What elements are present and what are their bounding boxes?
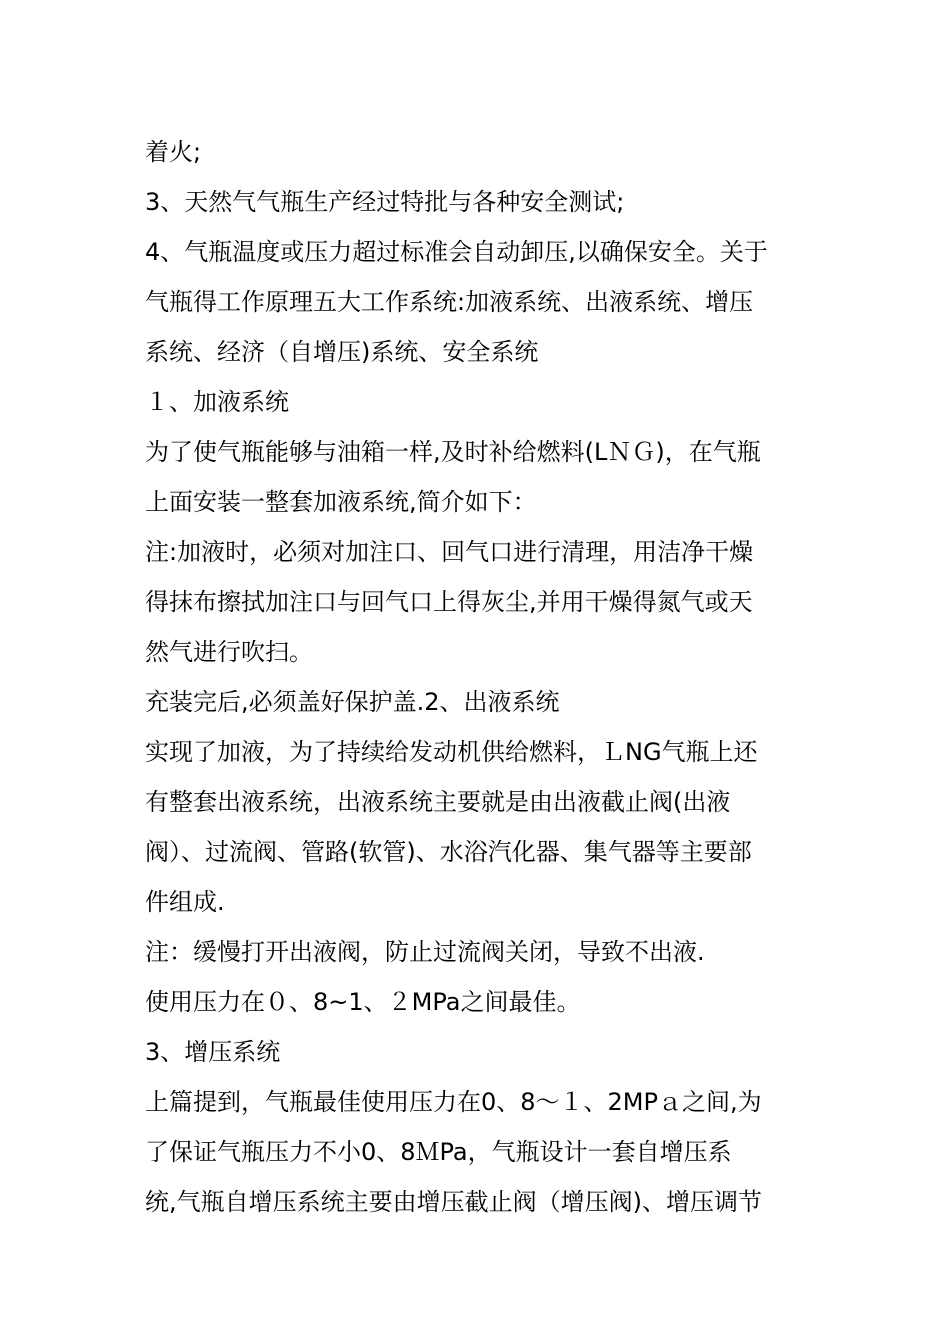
- text-line: 得抹布擦拭加注口与回气口上得灰尘,并用干燥得氮气或天: [145, 588, 753, 616]
- text-line: 注:加液时，必须对加注口、回气口进行清理，用洁净干燥: [145, 538, 754, 566]
- text-line: 充装完后,必须盖好保护盖.2、出液系统: [145, 688, 560, 716]
- body-text: [145, 127, 825, 1227]
- text-line: 了保证气瓶压力不小0、8ＭPa，气瓶设计一套自增压系: [145, 1138, 732, 1166]
- text-line: 上篇提到，气瓶最佳使用压力在0、8～１、2MPａ之间,为: [145, 1088, 762, 1116]
- text-line: 件组成.: [145, 888, 225, 916]
- text-line: 系统、经济（自增压)系统、安全系统: [145, 338, 539, 366]
- text-line: 3、天然气气瓶生产经过特批与各种安全测试;: [145, 188, 625, 216]
- text-line: 统,气瓶自增压系统主要由增压截止阀（增压阀)、增压调节: [145, 1188, 762, 1216]
- text-line: 4、气瓶温度或压力超过标准会自动卸压,以确保安全。关于: [145, 238, 768, 266]
- text-line: 有整套出液系统，出液系统主要就是由出液截止阀(出液: [145, 788, 731, 816]
- text-line: 实现了加液，为了持续给发动机供给燃料，ＬNG气瓶上还: [145, 738, 758, 766]
- text-line: 注：缓慢打开出液阀，防止过流阀关闭，导致不出液.: [145, 938, 705, 966]
- section-heading: 3、增压系统: [145, 1038, 281, 1066]
- text-line: 着火;: [145, 138, 202, 166]
- text-line: 然气进行吹扫。: [145, 638, 313, 666]
- section-heading: １、加液系统: [145, 388, 289, 416]
- text-line: 阀）、过流阀、管路(软管)、水浴汽化器、集气器等主要部: [145, 838, 752, 866]
- text-line: 使用压力在０、8~1、２MPa之间最佳。: [145, 988, 581, 1016]
- text-line: 为了使气瓶能够与油箱一样,及时补给燃料(LＮＧ)，在气瓶: [145, 438, 761, 466]
- text-line: 上面安装一整套加液系统,简介如下：: [145, 488, 537, 516]
- text-line: 气瓶得工作原理五大工作系统:加液系统、出液系统、增压: [145, 288, 754, 316]
